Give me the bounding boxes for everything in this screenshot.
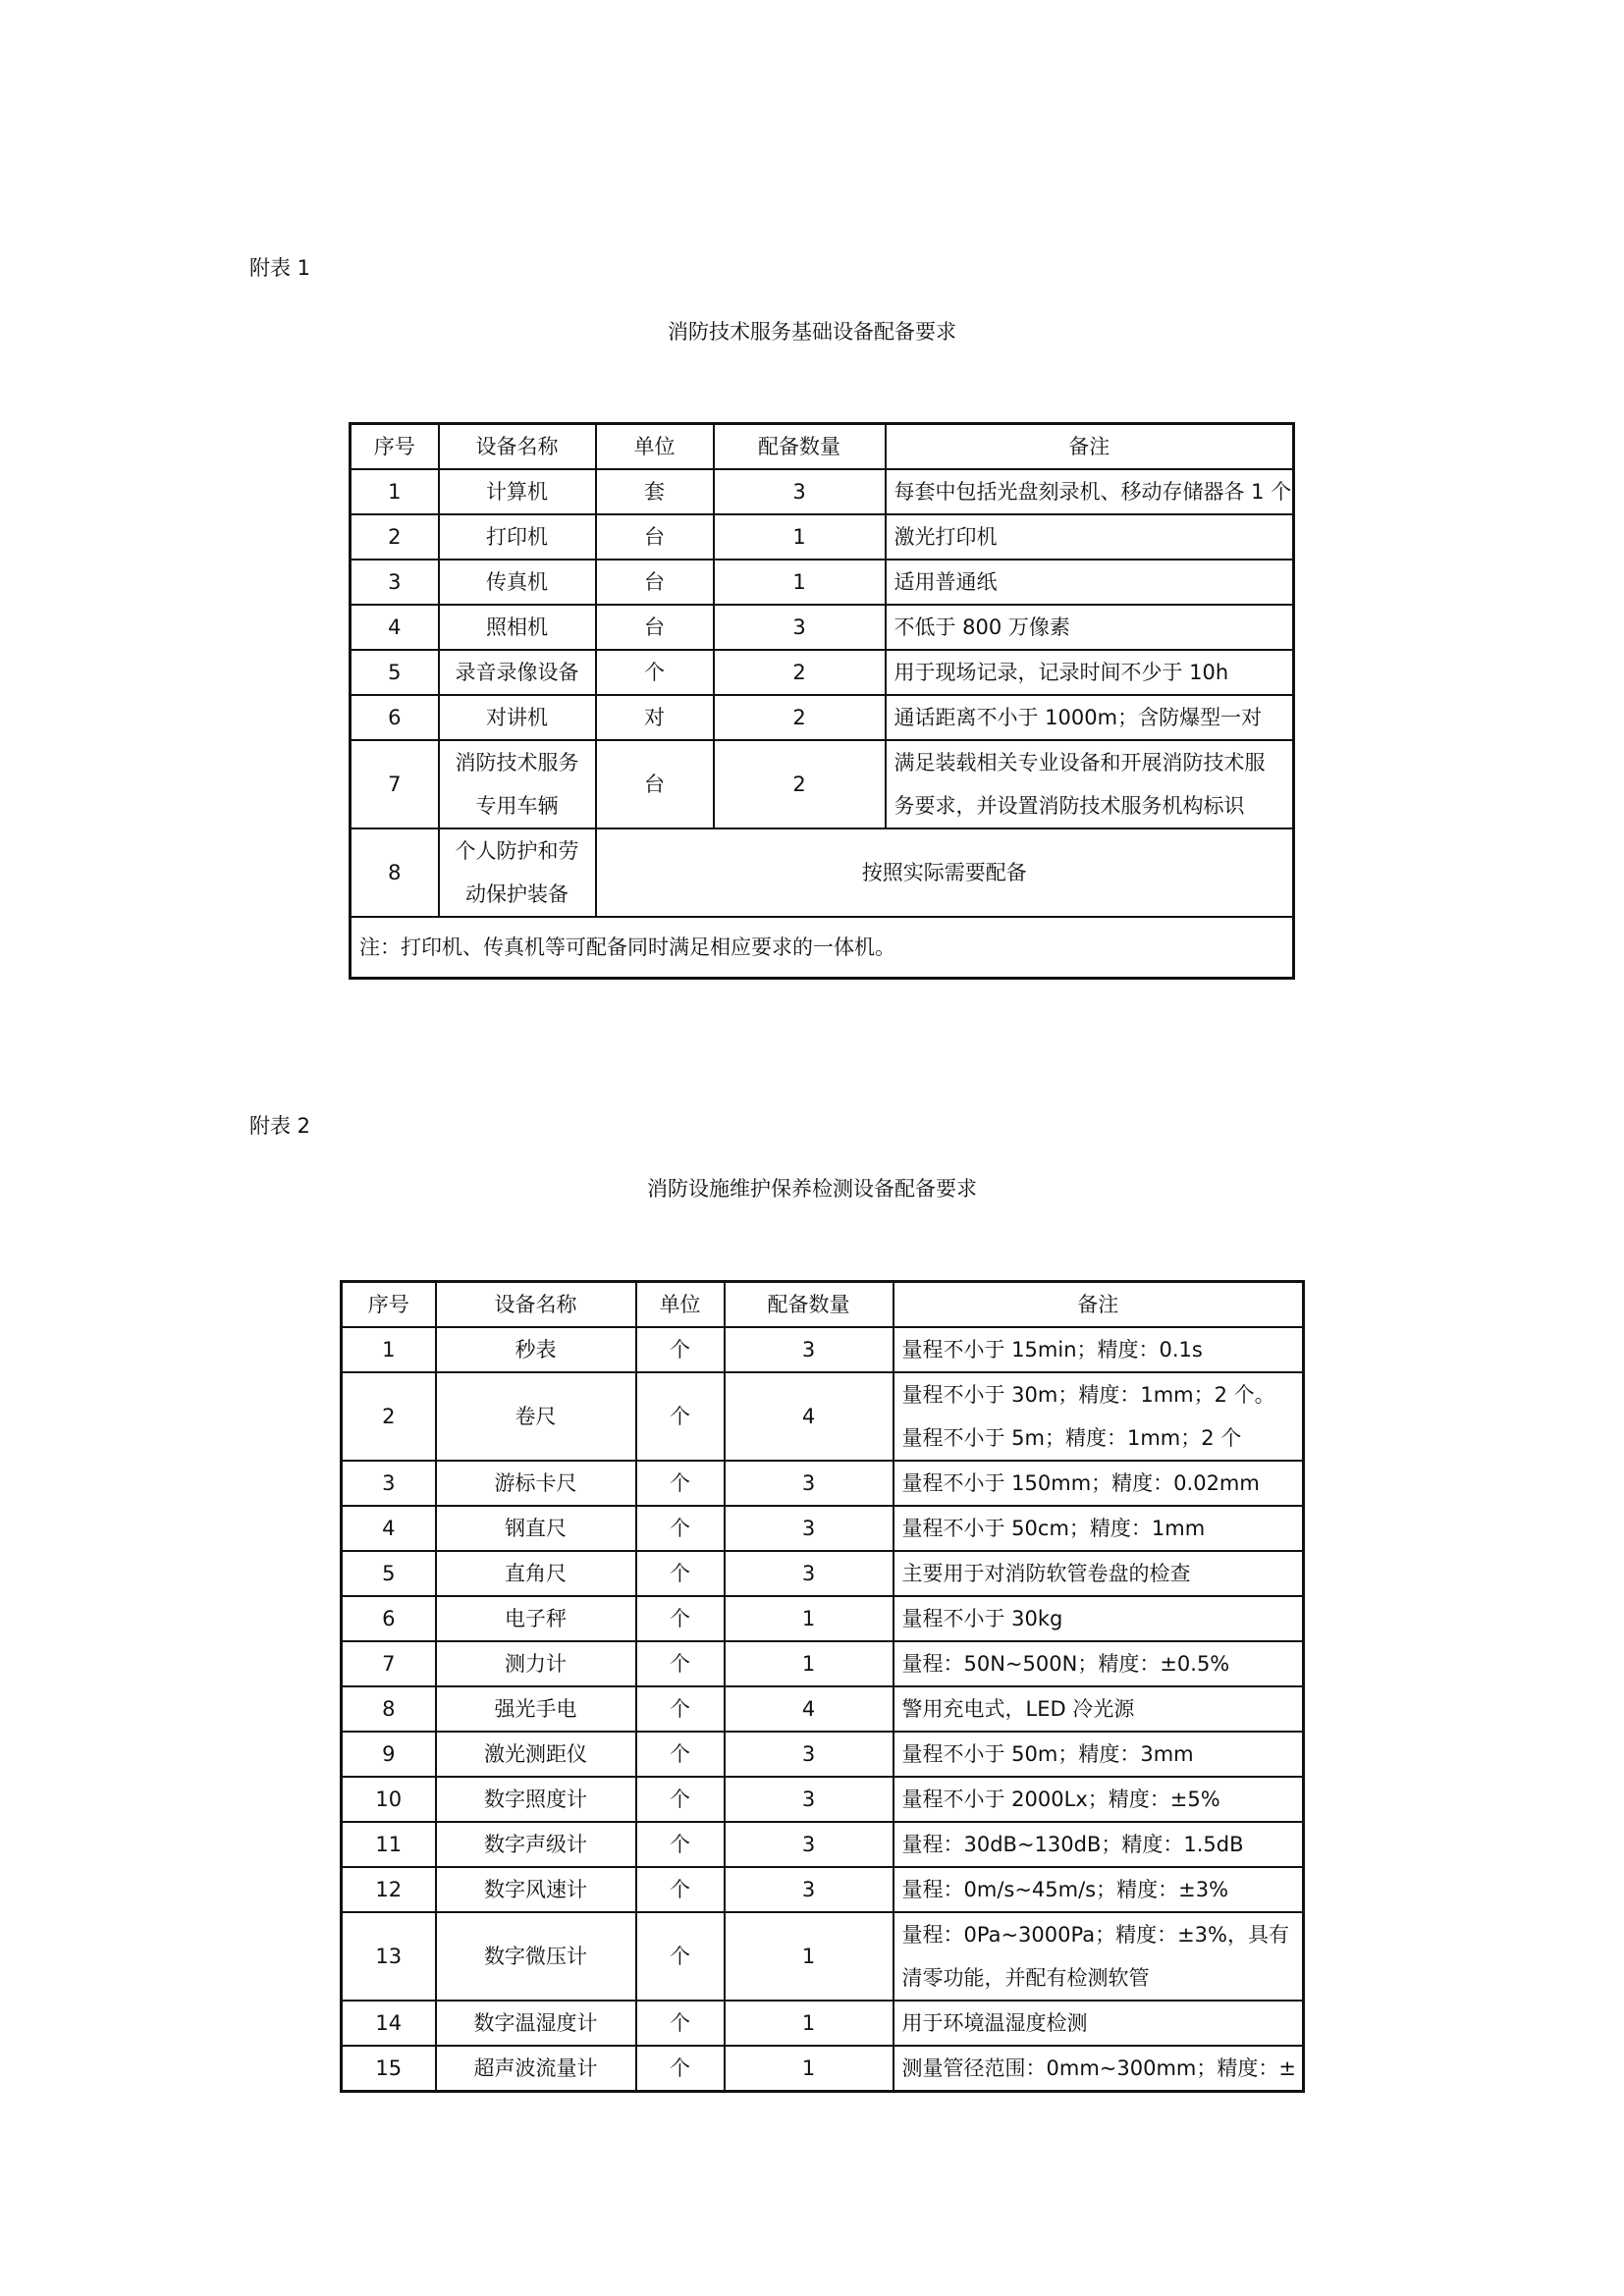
table-row (342, 1641, 1304, 1686)
cell-no: 9 (342, 1732, 436, 1777)
table-row (351, 605, 1294, 650)
cell-note: 主要用于对消防软管卷盘的检查 (893, 1551, 1304, 1596)
table-row (351, 469, 1294, 514)
column-header: 单位 (636, 1282, 725, 1328)
cell-note: 量程：50N~500N；精度：±0.5% (893, 1641, 1304, 1686)
cell-no: 14 (342, 2001, 436, 2046)
cell-note: 适用普通纸 (886, 560, 1294, 605)
cell-note: 量程不小于 50m；精度：3mm (893, 1732, 1304, 1777)
column-header: 序号 (342, 1282, 436, 1328)
table-row (351, 514, 1294, 560)
cell-unit: 个 (636, 1596, 725, 1641)
cell-unit: 个 (636, 1461, 725, 1506)
cell-name: 对讲机 (439, 695, 596, 740)
cell-note: 量程不小于 30kg (893, 1596, 1304, 1641)
cell-qty: 1 (725, 2001, 893, 2046)
cell-no: 6 (342, 1596, 436, 1641)
cell-note: 用于现场记录，记录时间不少于 10h (886, 650, 1294, 695)
cell-name: 录音录像设备 (439, 650, 596, 695)
column-header: 设备名称 (436, 1282, 636, 1328)
cell-name: 照相机 (439, 605, 596, 650)
table2-label: 附表 2 (249, 1114, 311, 1138)
cell-qty: 3 (725, 1327, 893, 1372)
table-row (342, 1867, 1304, 1912)
cell-no: 1 (342, 1327, 436, 1372)
cell-name: 数字风速计 (436, 1867, 636, 1912)
cell-qty: 4 (725, 1372, 893, 1461)
cell-qty: 1 (725, 1912, 893, 2001)
table-row (342, 1327, 1304, 1372)
table-row (342, 1822, 1304, 1867)
cell-qty: 3 (725, 1551, 893, 1596)
cell-no: 5 (351, 650, 439, 695)
cell-unit: 个 (636, 1912, 725, 2001)
cell-note: 量程不小于 150mm；精度：0.02mm (893, 1461, 1304, 1506)
cell-no: 8 (351, 828, 439, 917)
cell-qty: 1 (725, 1641, 893, 1686)
cell-note: 量程：0Pa~3000Pa；精度：±3%，具有清零功能，并配有检测软管 (893, 1912, 1304, 2001)
table2-header-row (342, 1282, 1304, 1328)
cell-no: 2 (351, 514, 439, 560)
column-header: 备注 (893, 1282, 1304, 1328)
cell-name: 个人防护和劳动保护装备 (439, 828, 596, 917)
table1-title: 消防技术服务基础设备配备要求 (668, 320, 956, 344)
cell-qty: 3 (725, 1732, 893, 1777)
cell-name: 传真机 (439, 560, 596, 605)
cell-no: 1 (351, 469, 439, 514)
cell-unit: 个 (636, 1551, 725, 1596)
cell-no: 4 (342, 1506, 436, 1551)
table-row (342, 1506, 1304, 1551)
cell-unit: 个 (636, 1822, 725, 1867)
table1 (349, 422, 1295, 980)
table1-footnote: 注：打印机、传真机等可配备同时满足相应要求的一体机。 (351, 917, 1294, 979)
cell-qty: 4 (725, 1686, 893, 1732)
table-row (342, 1372, 1304, 1461)
cell-note: 测量管径范围：0mm~300mm；精度：± (893, 2046, 1304, 2092)
cell-unit: 个 (636, 1732, 725, 1777)
cell-no: 10 (342, 1777, 436, 1822)
cell-unit: 台 (596, 560, 714, 605)
cell-note: 满足装载相关专业设备和开展消防技术服务要求，并设置消防技术服务机构标识 (886, 740, 1294, 828)
cell-qty: 3 (725, 1867, 893, 1912)
cell-note: 不低于 800 万像素 (886, 605, 1294, 650)
cell-note: 量程不小于 15min；精度：0.1s (893, 1327, 1304, 1372)
cell-unit: 套 (596, 469, 714, 514)
cell-name: 数字声级计 (436, 1822, 636, 1867)
cell-unit: 个 (636, 1867, 725, 1912)
cell-no: 15 (342, 2046, 436, 2092)
cell-qty: 3 (725, 1777, 893, 1822)
cell-note: 量程不小于 30m；精度：1mm；2 个。量程不小于 5m；精度：1mm；2 个 (893, 1372, 1304, 1461)
cell-name: 钢直尺 (436, 1506, 636, 1551)
cell-no: 11 (342, 1822, 436, 1867)
cell-note: 用于环境温湿度检测 (893, 2001, 1304, 2046)
cell-note: 量程：0m/s~45m/s；精度：±3% (893, 1867, 1304, 1912)
cell-no: 6 (351, 695, 439, 740)
cell-no: 7 (342, 1641, 436, 1686)
cell-qty: 2 (714, 695, 886, 740)
table-row (342, 1686, 1304, 1732)
cell-qty: 1 (714, 560, 886, 605)
table-row (342, 2001, 1304, 2046)
cell-unit: 个 (636, 1327, 725, 1372)
cell-name: 电子秤 (436, 1596, 636, 1641)
cell-no: 2 (342, 1372, 436, 1461)
cell-no: 5 (342, 1551, 436, 1596)
cell-qty: 3 (725, 1461, 893, 1506)
cell-unit: 个 (636, 1506, 725, 1551)
cell-name: 卷尺 (436, 1372, 636, 1461)
column-header: 配备数量 (725, 1282, 893, 1328)
cell-name: 数字微压计 (436, 1912, 636, 2001)
cell-name: 测力计 (436, 1641, 636, 1686)
table-row (342, 1912, 1304, 2001)
cell-name: 消防技术服务专用车辆 (439, 740, 596, 828)
table-row (342, 1551, 1304, 1596)
table-row (351, 695, 1294, 740)
cell-name: 打印机 (439, 514, 596, 560)
cell-no: 7 (351, 740, 439, 828)
cell-name: 计算机 (439, 469, 596, 514)
table-row (342, 1732, 1304, 1777)
cell-no: 13 (342, 1912, 436, 2001)
cell-no: 4 (351, 605, 439, 650)
table-row (342, 1596, 1304, 1641)
cell-note: 通话距离不小于 1000m；含防爆型一对 (886, 695, 1294, 740)
cell-unit: 台 (596, 740, 714, 828)
table2 (340, 1280, 1305, 2093)
table-row (351, 828, 1294, 917)
cell-qty: 3 (714, 605, 886, 650)
table-row (342, 2046, 1304, 2092)
cell-no: 3 (351, 560, 439, 605)
cell-unit: 个 (636, 2001, 725, 2046)
cell-note: 量程不小于 2000Lx；精度：±5% (893, 1777, 1304, 1822)
column-header: 单位 (596, 424, 714, 470)
table-row (342, 1777, 1304, 1822)
table2-title: 消防设施维护保养检测设备配备要求 (647, 1177, 977, 1201)
cell-unit: 个 (636, 1372, 725, 1461)
cell-qty: 1 (725, 2046, 893, 2092)
cell-name: 强光手电 (436, 1686, 636, 1732)
table-row (351, 740, 1294, 828)
cell-qty: 3 (725, 1506, 893, 1551)
column-header: 配备数量 (714, 424, 886, 470)
cell-qty: 2 (714, 650, 886, 695)
cell-name: 秒表 (436, 1327, 636, 1372)
cell-no: 8 (342, 1686, 436, 1732)
column-header: 设备名称 (439, 424, 596, 470)
cell-name: 数字照度计 (436, 1777, 636, 1822)
cell-name: 直角尺 (436, 1551, 636, 1596)
table-row (342, 1461, 1304, 1506)
cell-unit: 台 (596, 605, 714, 650)
table-row (351, 560, 1294, 605)
cell-name: 超声波流量计 (436, 2046, 636, 2092)
cell-unit: 个 (596, 650, 714, 695)
cell-qty: 2 (714, 740, 886, 828)
cell-name: 数字温湿度计 (436, 2001, 636, 2046)
column-header: 序号 (351, 424, 439, 470)
cell-qty: 1 (725, 1596, 893, 1641)
cell-name: 游标卡尺 (436, 1461, 636, 1506)
table1-footnote-row (351, 917, 1294, 979)
cell-qty: 3 (725, 1822, 893, 1867)
cell-no: 3 (342, 1461, 436, 1506)
column-header: 备注 (886, 424, 1294, 470)
cell-no: 12 (342, 1867, 436, 1912)
cell-note: 量程：30dB~130dB；精度：1.5dB (893, 1822, 1304, 1867)
cell-note: 激光打印机 (886, 514, 1294, 560)
cell-merged-note: 按照实际需要配备 (596, 828, 1294, 917)
cell-unit: 对 (596, 695, 714, 740)
cell-qty: 3 (714, 469, 886, 514)
cell-unit: 个 (636, 1777, 725, 1822)
cell-note: 量程不小于 50cm；精度：1mm (893, 1506, 1304, 1551)
cell-name: 激光测距仪 (436, 1732, 636, 1777)
table1-header-row (351, 424, 1294, 470)
cell-unit: 个 (636, 2046, 725, 2092)
cell-unit: 台 (596, 514, 714, 560)
table1-label: 附表 1 (249, 256, 311, 280)
cell-note: 每套中包括光盘刻录机、移动存储器各 1 个 (886, 469, 1294, 514)
table-row (351, 650, 1294, 695)
cell-note: 警用充电式，LED 冷光源 (893, 1686, 1304, 1732)
cell-unit: 个 (636, 1686, 725, 1732)
cell-qty: 1 (714, 514, 886, 560)
cell-unit: 个 (636, 1641, 725, 1686)
